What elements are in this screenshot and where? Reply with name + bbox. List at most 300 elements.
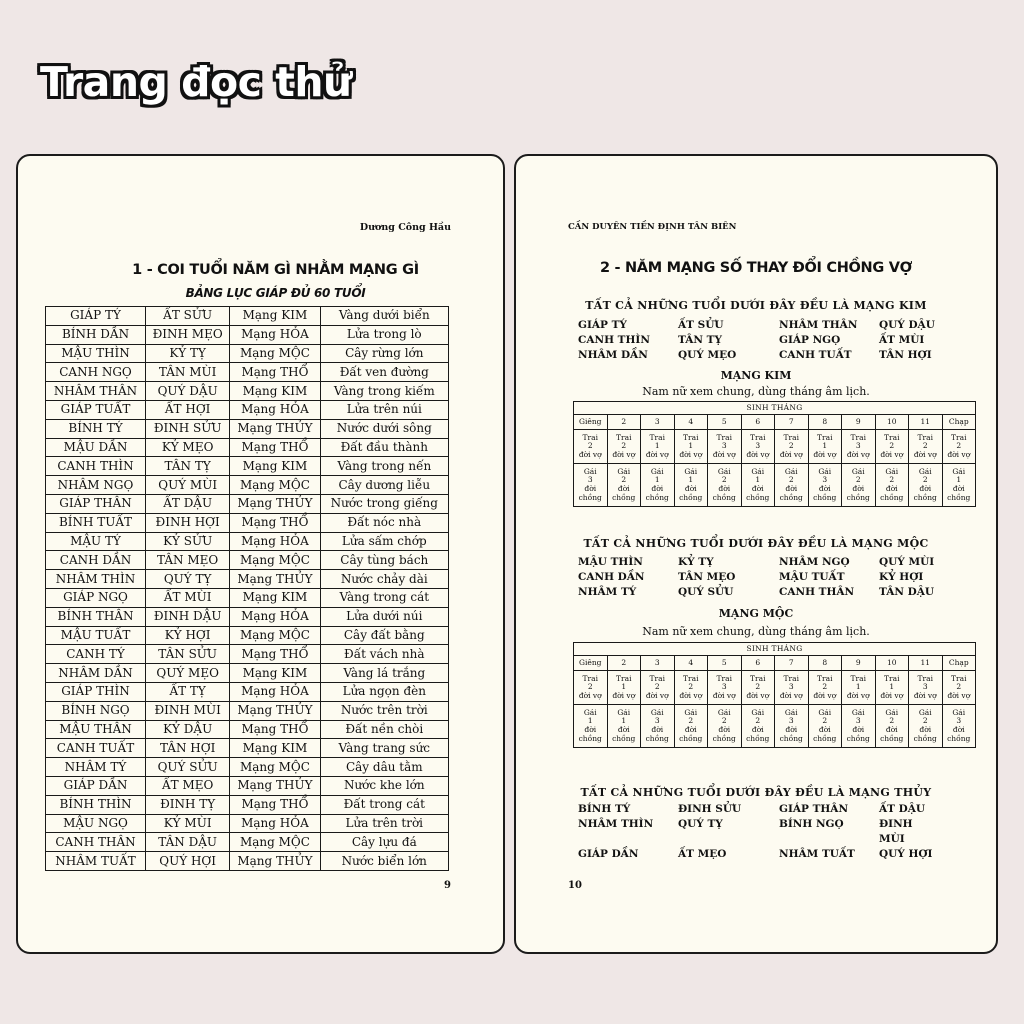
gai-label: Gái	[751, 466, 765, 476]
gai-cell	[607, 464, 641, 507]
trai-label: Trai	[716, 432, 732, 442]
table-cell: ẤT MÙI	[146, 588, 230, 607]
trai-cell	[808, 430, 842, 464]
gai-suffix: chồng	[947, 492, 971, 502]
table-row	[46, 664, 449, 683]
table-cell: Mạng HỎA	[230, 400, 320, 419]
table-cell: TÂN MÙI	[146, 363, 230, 382]
trai-suffix: đời vợ	[947, 690, 971, 700]
gai-cell	[842, 464, 876, 507]
trai-label: Trai	[649, 432, 665, 442]
gai-cell	[808, 705, 842, 748]
gai-suffix: đời	[617, 725, 630, 734]
page-number: 10	[568, 880, 582, 891]
gai-suffix: đời	[651, 484, 664, 493]
trai-value: 2	[688, 682, 694, 692]
trai-suffix: đời vợ	[645, 449, 669, 459]
gai-label: Gái	[918, 707, 932, 717]
table-cell: CANH DẦN	[46, 551, 146, 570]
table-cell: Mạng THỦY	[230, 419, 320, 438]
trai-value: 3	[721, 441, 727, 451]
table-row	[46, 344, 449, 363]
table-cell: ẤT MẸO	[146, 776, 230, 795]
table-cell: Mạng MỘC	[230, 626, 320, 645]
gai-suffix: đời	[651, 725, 664, 734]
gai-label: Gái	[717, 466, 731, 476]
gai-suffix: đời	[952, 484, 965, 493]
table-cell: Mạng HỎA	[230, 607, 320, 626]
age-name: MẬU TUẤT	[779, 571, 845, 583]
table-cell: QUÝ TỴ	[146, 570, 230, 589]
table-cell: BÍNH NGỌ	[46, 701, 146, 720]
table-cell: TÂN SỬU	[146, 645, 230, 664]
table-cell: TÂN MẸO	[146, 551, 230, 570]
gai-suffix: đời	[684, 725, 697, 734]
sinh-thang-header: SINH THÁNG	[574, 402, 976, 415]
trai-value: 2	[788, 441, 794, 451]
gai-cell	[708, 464, 742, 507]
trai-suffix: đời vợ	[880, 449, 904, 459]
gai-cell	[775, 464, 809, 507]
gai-suffix: đời	[852, 484, 865, 493]
age-name: ẤT SỬU	[678, 319, 724, 331]
mang-title-kim: MẠNG KIM	[720, 369, 792, 382]
table-cell: QUÝ HỢI	[146, 852, 230, 871]
table-cell: QUÝ MÙI	[146, 476, 230, 495]
table-cell: Mạng HỎA	[230, 814, 320, 833]
gai-suffix: chồng	[779, 733, 803, 743]
age-name: QUÝ MẸO	[678, 349, 737, 361]
gai-cell	[909, 464, 943, 507]
trai-cell	[909, 430, 943, 464]
gai-label: Gái	[583, 707, 597, 717]
trai-cell	[708, 671, 742, 705]
chapter-title: 1 - COI TUỔI NĂM GÌ NHẰM MẠNG GÌ	[132, 262, 419, 278]
gai-cell	[741, 464, 775, 507]
trai-label: Trai	[582, 432, 598, 442]
trai-suffix: đời vợ	[779, 690, 803, 700]
table-cell: Mạng KIM	[230, 457, 320, 476]
table-cell: Đất nền chòi	[320, 720, 448, 739]
trai-cell	[574, 671, 608, 705]
trai-suffix: đời vợ	[746, 449, 770, 459]
table-cell: Mạng KIM	[230, 307, 320, 326]
trai-label: Trai	[616, 673, 632, 683]
gai-suffix: chồng	[612, 733, 636, 743]
table-cell: KỶ HỢI	[146, 626, 230, 645]
table-cell: Mạng HỎA	[230, 682, 320, 701]
table-cell: Lửa trên núi	[320, 400, 448, 419]
mang-title-moc: MẠNG MỘC	[718, 607, 794, 620]
gai-value: 2	[721, 716, 727, 726]
gai-suffix: đời	[751, 725, 764, 734]
table-cell: NHÂM DẦN	[46, 664, 146, 683]
gai-label: Gái	[717, 707, 731, 717]
trai-value: 2	[621, 441, 627, 451]
age-name: GIÁP TÝ	[578, 319, 627, 331]
age-name: NHÂM THÌN	[578, 818, 654, 830]
trai-value: 2	[755, 682, 761, 692]
names-grid-thuy	[578, 802, 938, 862]
section-title-thuy: TẤT CẢ NHỮNG TUỔI DƯỚI ĐÂY ĐỀU LÀ MẠNG THỦY	[580, 786, 932, 799]
trai-suffix: đời vợ	[779, 449, 803, 459]
trai-value: 2	[587, 441, 593, 451]
gai-value: 3	[822, 475, 828, 485]
month-cell: Chạp	[942, 656, 976, 671]
gai-suffix: đời	[584, 484, 597, 493]
gai-cell	[775, 705, 809, 748]
gai-cell	[607, 705, 641, 748]
table-cell: MẬU TÝ	[46, 532, 146, 551]
table-cell: Mạng KIM	[230, 664, 320, 683]
gai-suffix: chồng	[645, 733, 669, 743]
table-cell: Vàng trong cát	[320, 588, 448, 607]
gai-suffix: chồng	[947, 733, 971, 743]
table-cell: BÍNH DẦN	[46, 325, 146, 344]
table-cell: ẤT SỬU	[146, 307, 230, 326]
table-cell: Mạng THỦY	[230, 494, 320, 513]
gai-label: Gái	[918, 466, 932, 476]
table-cell: ẤT HỢI	[146, 400, 230, 419]
gai-value: 2	[922, 475, 928, 485]
trai-cell	[741, 430, 775, 464]
month-cell: 9	[842, 415, 876, 430]
table-row	[46, 438, 449, 457]
trai-value: 2	[956, 682, 962, 692]
gai-suffix: chồng	[746, 492, 770, 502]
table-cell: CANH NGỌ	[46, 363, 146, 382]
table-cell: Nước trên trời	[320, 701, 448, 720]
month-cell: 7	[775, 415, 809, 430]
gai-suffix: chồng	[746, 733, 770, 743]
trai-cell	[942, 430, 976, 464]
gai-label: Gái	[818, 466, 832, 476]
gai-value: 2	[688, 716, 694, 726]
age-name: TÂN DẬU	[879, 586, 935, 598]
trai-cell	[641, 671, 675, 705]
gai-value: 2	[889, 475, 895, 485]
gai-suffix: chồng	[712, 733, 736, 743]
gai-cell	[641, 464, 675, 507]
left-page	[16, 154, 505, 954]
trai-cell	[875, 671, 909, 705]
trai-label: Trai	[817, 432, 833, 442]
age-name: KỶ HỢI	[879, 571, 924, 583]
table-cell: Cây rừng lớn	[320, 344, 448, 363]
age-name: ẤT DẬU	[879, 803, 926, 815]
gai-cell	[708, 705, 742, 748]
age-name: ĐINH MÙI	[879, 818, 913, 845]
month-cell: 4	[674, 656, 708, 671]
table-cell: Vàng trang sức	[320, 739, 448, 758]
table-row	[46, 607, 449, 626]
gai-label: Gái	[684, 707, 698, 717]
trai-label: Trai	[750, 673, 766, 683]
mang-note-moc: Nam nữ xem chung, dùng tháng âm lịch.	[642, 625, 870, 638]
table-cell: Nước dưới sông	[320, 419, 448, 438]
table-row	[46, 682, 449, 701]
gai-label: Gái	[684, 466, 698, 476]
trai-value: 1	[654, 441, 660, 451]
age-name: QUÝ TỴ	[678, 818, 723, 830]
table-cell: MẬU DẦN	[46, 438, 146, 457]
gai-label: Gái	[583, 466, 597, 476]
sinh-thang-header: SINH THÁNG	[574, 643, 976, 656]
names-grid-moc	[578, 555, 938, 600]
gai-value: 2	[721, 475, 727, 485]
table-cell: Lửa trên trời	[320, 814, 448, 833]
trai-suffix: đời vợ	[612, 449, 636, 459]
month-cell: 11	[909, 656, 943, 671]
trai-value: 2	[587, 682, 593, 692]
table-cell: Mạng THỦY	[230, 776, 320, 795]
table-cell: QUÝ MẸO	[146, 664, 230, 683]
table-cell: GIÁP DẦN	[46, 776, 146, 795]
trai-suffix: đời vợ	[578, 690, 602, 700]
month-cell: Chạp	[942, 415, 976, 430]
gai-suffix: chồng	[813, 733, 837, 743]
table-row	[46, 325, 449, 344]
month-cell: 8	[808, 415, 842, 430]
table-cell: Vàng dưới biển	[320, 307, 448, 326]
banner-title: Trang đọc thử	[40, 58, 352, 106]
gai-cell	[942, 464, 976, 507]
gai-value: 1	[688, 475, 694, 485]
gai-value: 2	[621, 475, 627, 485]
table-row	[46, 419, 449, 438]
table-cell: ĐINH SỬU	[146, 419, 230, 438]
table-cell: Cây dâu tằm	[320, 758, 448, 777]
trai-label: Trai	[582, 673, 598, 683]
gai-value: 2	[755, 716, 761, 726]
gai-suffix: đời	[584, 725, 597, 734]
table-cell: QUÝ DẬU	[146, 382, 230, 401]
table-row	[46, 645, 449, 664]
gai-suffix: chồng	[846, 492, 870, 502]
table-cell: Mạng MỘC	[230, 551, 320, 570]
table-cell: Cây dương liễu	[320, 476, 448, 495]
table-cell: Mạng THỦY	[230, 701, 320, 720]
table-row	[46, 833, 449, 852]
gai-suffix: đời	[919, 725, 932, 734]
trai-label: Trai	[783, 673, 799, 683]
gai-cell	[641, 705, 675, 748]
gai-value: 2	[889, 716, 895, 726]
trai-suffix: đời vợ	[612, 690, 636, 700]
table-cell: Đất nóc nhà	[320, 513, 448, 532]
gai-value: 3	[587, 475, 593, 485]
month-cell: 3	[641, 415, 675, 430]
gai-label: Gái	[952, 707, 966, 717]
gai-value: 2	[822, 716, 828, 726]
gai-label: Gái	[617, 466, 631, 476]
right-page	[514, 154, 998, 954]
gai-cell	[674, 464, 708, 507]
trai-suffix: đời vợ	[880, 690, 904, 700]
gai-suffix: chồng	[679, 733, 703, 743]
gai-cell	[942, 705, 976, 748]
table-cell: GIÁP THÂN	[46, 494, 146, 513]
trai-suffix: đời vợ	[712, 690, 736, 700]
month-cell: 5	[708, 656, 742, 671]
gai-suffix: đời	[885, 725, 898, 734]
gai-label: Gái	[952, 466, 966, 476]
trai-value: 2	[956, 441, 962, 451]
trai-label: Trai	[716, 673, 732, 683]
age-name: CANH TUẤT	[779, 349, 852, 361]
month-cell: Giêng	[574, 415, 608, 430]
trai-suffix: đời vợ	[679, 449, 703, 459]
table-cell: ĐINH MÙI	[146, 701, 230, 720]
trai-value: 2	[922, 441, 928, 451]
gai-suffix: đời	[852, 725, 865, 734]
table-cell: Nước trong giếng	[320, 494, 448, 513]
chapter-title: 2 - NĂM MẠNG SỐ THAY ĐỔI CHỒNG VỢ	[599, 260, 913, 276]
trai-label: Trai	[884, 673, 900, 683]
gai-value: 3	[855, 716, 861, 726]
gai-suffix: đời	[919, 484, 932, 493]
gai-label: Gái	[885, 466, 899, 476]
age-name: MẬU THÌN	[578, 556, 643, 568]
table-row	[46, 513, 449, 532]
table-cell: Mạng KIM	[230, 382, 320, 401]
trai-label: Trai	[884, 432, 900, 442]
gai-label: Gái	[784, 707, 798, 717]
table-cell: BÍNH THÌN	[46, 795, 146, 814]
gai-suffix: chồng	[612, 492, 636, 502]
table-cell: QUÝ SỬU	[146, 758, 230, 777]
table-cell: Mạng HỎA	[230, 325, 320, 344]
trai-value: 2	[889, 441, 895, 451]
table-cell: NHÂM THÂN	[46, 382, 146, 401]
table-cell: Cây lựu đá	[320, 833, 448, 852]
trai-value: 1	[855, 682, 861, 692]
age-name: QUÝ MÙI	[879, 556, 935, 568]
gai-label: Gái	[818, 707, 832, 717]
table-cell: CANH THÂN	[46, 833, 146, 852]
table-row	[46, 363, 449, 382]
gai-suffix: chồng	[578, 492, 602, 502]
month-cell: 3	[641, 656, 675, 671]
gai-cell	[909, 705, 943, 748]
trai-label: Trai	[783, 432, 799, 442]
gai-value: 3	[956, 716, 962, 726]
table-cell: Mạng THỦY	[230, 570, 320, 589]
table-cell: NHÂM NGỌ	[46, 476, 146, 495]
table-row	[46, 532, 449, 551]
table-cell: Mạng THỔ	[230, 720, 320, 739]
sinh-thang-table-moc	[573, 642, 976, 748]
table-cell: Đất trong cát	[320, 795, 448, 814]
age-name: GIÁP DẦN	[578, 848, 639, 860]
table-cell: Lửa ngọn đèn	[320, 682, 448, 701]
gai-value: 1	[654, 475, 660, 485]
table-cell: BÍNH TÝ	[46, 419, 146, 438]
table-cell: TÂN TỴ	[146, 457, 230, 476]
table-cell: Nước khe lớn	[320, 776, 448, 795]
trai-cell	[842, 671, 876, 705]
month-cell: Giêng	[574, 656, 608, 671]
table-cell: TÂN HỢI	[146, 739, 230, 758]
age-name: QUÝ DẬU	[879, 319, 935, 331]
trai-cell	[674, 430, 708, 464]
table-cell: Lửa dưới núi	[320, 607, 448, 626]
table-cell: Mạng THỦY	[230, 852, 320, 871]
trai-value: 3	[922, 682, 928, 692]
table-cell: ĐINH DẬU	[146, 607, 230, 626]
table-row	[46, 588, 449, 607]
trai-cell	[842, 430, 876, 464]
table-row	[46, 852, 449, 871]
trai-value: 1	[621, 682, 627, 692]
table-cell: MẬU THÌN	[46, 344, 146, 363]
trai-cell	[942, 671, 976, 705]
table-cell: NHÂM TUẤT	[46, 852, 146, 871]
gai-suffix: đời	[718, 484, 731, 493]
gai-label: Gái	[650, 707, 664, 717]
gai-value: 2	[788, 475, 794, 485]
gai-suffix: đời	[684, 484, 697, 493]
gai-label: Gái	[784, 466, 798, 476]
trai-suffix: đời vợ	[746, 690, 770, 700]
gai-value: 1	[956, 475, 962, 485]
trai-value: 2	[654, 682, 660, 692]
month-cell: 7	[775, 656, 809, 671]
trai-suffix: đời vợ	[679, 690, 703, 700]
table-cell: KỶ DẬU	[146, 720, 230, 739]
trai-label: Trai	[917, 673, 933, 683]
trai-value: 3	[855, 441, 861, 451]
trai-suffix: đời vợ	[947, 449, 971, 459]
gai-label: Gái	[617, 707, 631, 717]
table-row	[46, 776, 449, 795]
table-cell: CANH THÌN	[46, 457, 146, 476]
table-cell: Mạng MỘC	[230, 476, 320, 495]
trai-label: Trai	[850, 673, 866, 683]
table-cell: MẬU NGỌ	[46, 814, 146, 833]
trai-label: Trai	[683, 673, 699, 683]
trai-label: Trai	[850, 432, 866, 442]
table-cell: Mạng THỔ	[230, 363, 320, 382]
gai-suffix: chồng	[578, 733, 602, 743]
trai-cell	[574, 430, 608, 464]
table-cell: Vàng trong nến	[320, 457, 448, 476]
gai-value: 1	[587, 716, 593, 726]
table-row	[46, 626, 449, 645]
gai-value: 3	[788, 716, 794, 726]
gai-suffix: chồng	[880, 492, 904, 502]
trai-cell	[808, 671, 842, 705]
gai-suffix: chồng	[712, 492, 736, 502]
age-name: GIÁP NGỌ	[779, 334, 841, 346]
age-name: ẤT MÙI	[879, 334, 925, 346]
gai-suffix: đời	[718, 725, 731, 734]
table-cell: Cây tùng bách	[320, 551, 448, 570]
table-row	[46, 570, 449, 589]
table-cell: Cây đất bằng	[320, 626, 448, 645]
trai-suffix: đời vợ	[813, 690, 837, 700]
gai-value: 2	[922, 716, 928, 726]
month-cell: 10	[875, 656, 909, 671]
table-row	[46, 476, 449, 495]
table-cell: Mạng HỎA	[230, 532, 320, 551]
trai-cell	[875, 430, 909, 464]
age-name: NHÂM TUẤT	[779, 848, 855, 860]
table-cell: Đất ven đường	[320, 363, 448, 382]
table-cell: Đất đầu thành	[320, 438, 448, 457]
month-cell: 6	[741, 415, 775, 430]
trai-value: 1	[688, 441, 694, 451]
